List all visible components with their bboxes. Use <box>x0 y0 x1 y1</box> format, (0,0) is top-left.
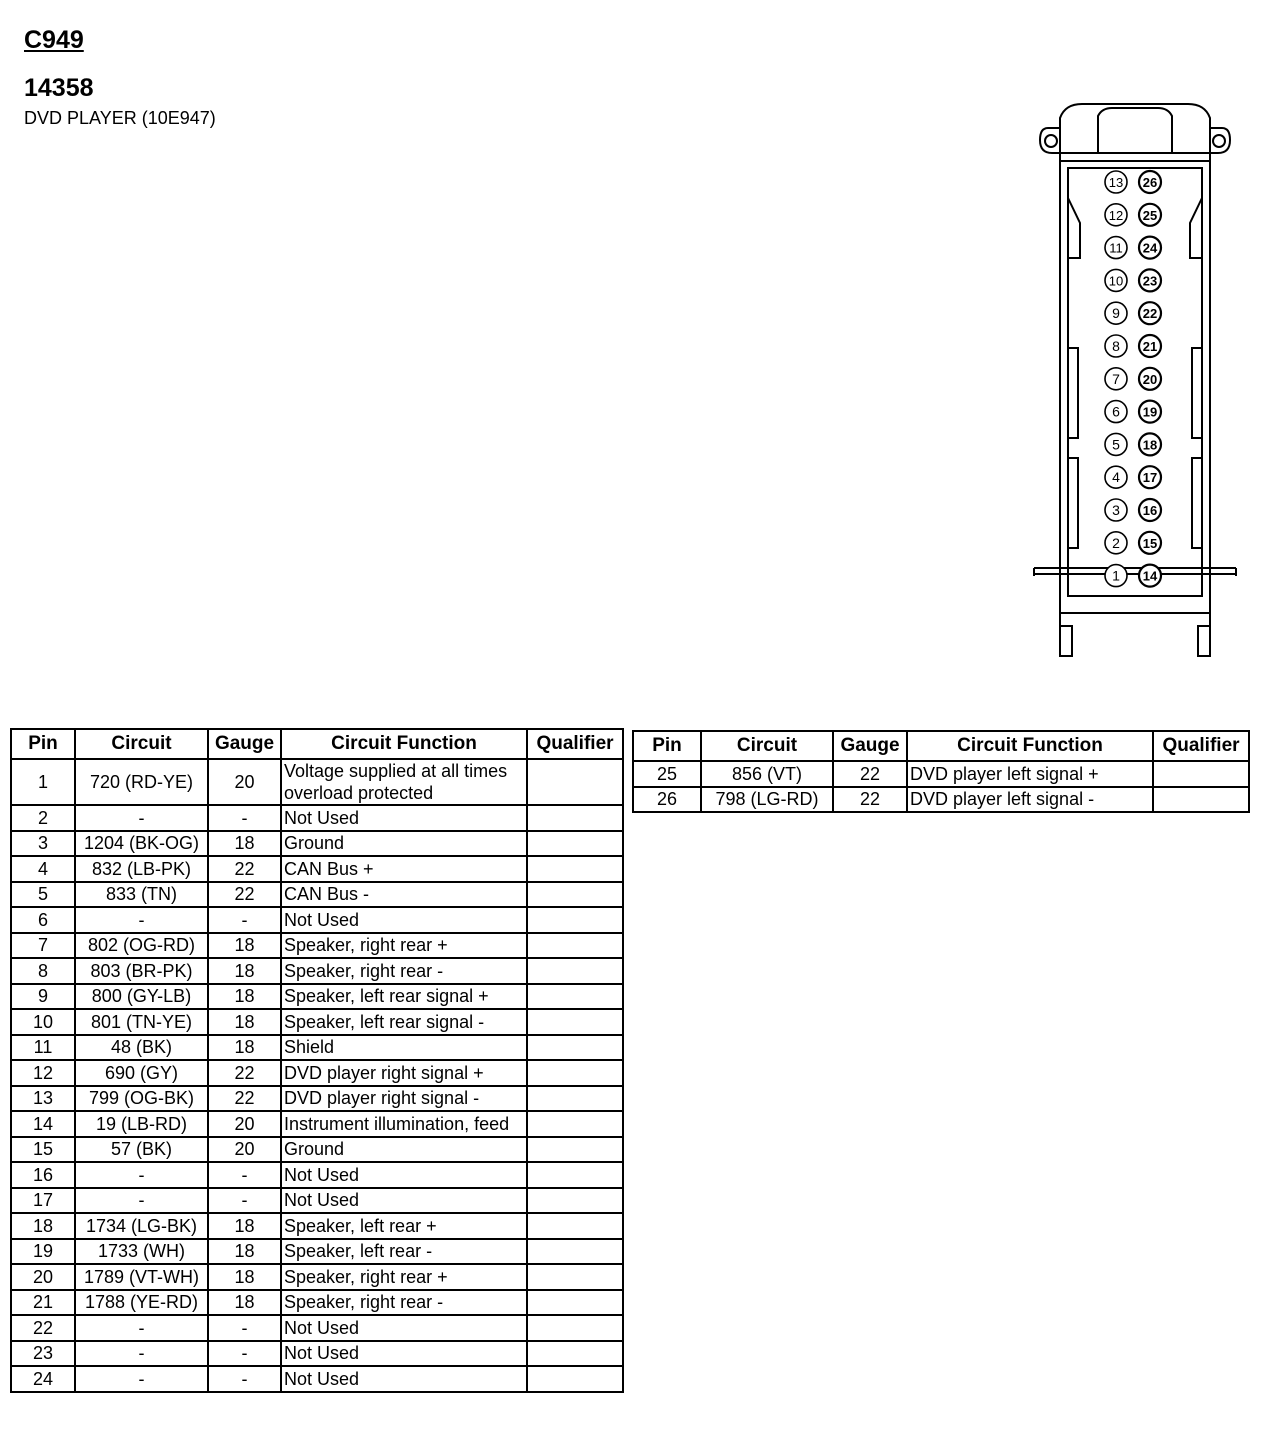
circuit-function-cell: CAN Bus + <box>281 856 527 882</box>
gauge-cell: 18 <box>208 1035 281 1061</box>
pin-number-label: 10 <box>1108 273 1124 289</box>
qualifier-cell <box>527 1315 623 1341</box>
qualifier-cell <box>527 759 623 805</box>
pin-number-label: 13 <box>1108 175 1124 190</box>
pin-cell: 13 <box>11 1086 75 1112</box>
gauge-cell: 22 <box>208 1060 281 1086</box>
qualifier-cell <box>1153 787 1249 813</box>
circuit-cell: 799 (OG-BK) <box>75 1086 208 1112</box>
header-gauge: Gauge <box>833 731 907 761</box>
table-header-row <box>633 731 1249 761</box>
qualifier-cell <box>527 1111 623 1137</box>
table-row <box>11 1213 623 1239</box>
qualifier-cell <box>527 1060 623 1086</box>
pin-cell: 8 <box>11 958 75 984</box>
circuit-cell: 19 (LB-RD) <box>75 1111 208 1137</box>
pin-number-label: 4 <box>1112 469 1120 486</box>
header-circuit-function: Circuit Function <box>907 731 1153 761</box>
header-qualifier: Qualifier <box>527 729 623 759</box>
qualifier-cell <box>527 1290 623 1316</box>
gauge-cell: 18 <box>208 1264 281 1290</box>
circuit-cell: 1204 (BK-OG) <box>75 831 208 857</box>
pin-number-label: 18 <box>1142 437 1158 453</box>
circuit-function-cell: Ground <box>281 1137 527 1163</box>
pin-cell: 17 <box>11 1188 75 1214</box>
pin-cell: 19 <box>11 1239 75 1265</box>
circuit-function-cell: Not Used <box>281 1315 527 1341</box>
gauge-cell: 22 <box>208 882 281 908</box>
circuit-cell: 1733 (WH) <box>75 1239 208 1265</box>
circuit-cell: 801 (TN-YE) <box>75 1009 208 1035</box>
gauge-cell: 22 <box>208 856 281 882</box>
pin-cell: 1 <box>11 759 75 805</box>
pin-cell: 2 <box>11 805 75 831</box>
pin-number-label: 22 <box>1142 306 1158 322</box>
connector-latch-tab <box>1098 108 1172 153</box>
table-row <box>633 787 1249 813</box>
circuit-function-cell: Not Used <box>281 805 527 831</box>
circuit-cell: 1734 (LG-BK) <box>75 1213 208 1239</box>
pin-cell: 20 <box>11 1264 75 1290</box>
circuit-cell: 800 (GY-LB) <box>75 984 208 1010</box>
connector-latch-outline <box>1060 104 1210 153</box>
circuit-function-cell: Ground <box>281 831 527 857</box>
gauge-cell: 20 <box>208 1137 281 1163</box>
circuit-cell: 690 (GY) <box>75 1060 208 1086</box>
circuit-function-cell: Not Used <box>281 907 527 933</box>
mounting-hole-left <box>1045 135 1057 147</box>
table-row <box>11 1162 623 1188</box>
circuit-function-cell: Speaker, left rear + <box>281 1213 527 1239</box>
pin-cell: 16 <box>11 1162 75 1188</box>
table-row <box>11 984 623 1010</box>
gauge-cell: - <box>208 1188 281 1214</box>
circuit-cell: 856 (VT) <box>701 761 833 787</box>
pin-cell: 4 <box>11 856 75 882</box>
gauge-cell: 22 <box>208 1086 281 1112</box>
pin-number-label: 14 <box>1142 568 1158 584</box>
table-row <box>11 1341 623 1367</box>
table-row <box>11 1264 623 1290</box>
circuit-cell: - <box>75 1315 208 1341</box>
pin-number-label: 8 <box>1112 338 1120 354</box>
table-row <box>633 761 1249 787</box>
circuit-function-cell: Not Used <box>281 1188 527 1214</box>
circuit-function-cell: DVD player left signal - <box>907 787 1153 813</box>
table-row <box>11 1315 623 1341</box>
qualifier-cell <box>527 1188 623 1214</box>
pin-number-label: 2 <box>1112 534 1120 551</box>
mounting-hole-right <box>1213 135 1225 147</box>
circuit-function-cell: Shield <box>281 1035 527 1061</box>
gauge-cell: 18 <box>208 958 281 984</box>
circuit-cell: - <box>75 907 208 933</box>
connector-face-diagram <box>1030 98 1240 660</box>
pin-number-label: 19 <box>1142 404 1158 420</box>
header-qualifier: Qualifier <box>1153 731 1249 761</box>
header-circuit: Circuit <box>75 729 208 759</box>
qualifier-cell <box>527 1239 623 1265</box>
table-row <box>11 856 623 882</box>
table-row <box>11 907 623 933</box>
circuit-cell: 57 (BK) <box>75 1137 208 1163</box>
qualifier-cell <box>527 958 623 984</box>
circuit-cell: - <box>75 1188 208 1214</box>
gauge-cell: - <box>208 1366 281 1392</box>
circuit-cell: 798 (LG-RD) <box>701 787 833 813</box>
circuit-cell: 720 (RD-YE) <box>75 759 208 805</box>
pin-number-label: 15 <box>1142 535 1158 551</box>
table-row <box>11 759 623 805</box>
pin-cell: 7 <box>11 933 75 959</box>
gauge-cell: 18 <box>208 1290 281 1316</box>
pin-cell: 21 <box>11 1290 75 1316</box>
pin-cell: 18 <box>11 1213 75 1239</box>
circuit-cell: 1788 (YE-RD) <box>75 1290 208 1316</box>
gauge-cell: 18 <box>208 1009 281 1035</box>
qualifier-cell <box>527 1341 623 1367</box>
table-row <box>11 1137 623 1163</box>
header-circuit: Circuit <box>701 731 833 761</box>
table-header-row <box>11 729 623 759</box>
circuit-cell: 833 (TN) <box>75 882 208 908</box>
circuit-function-cell: DVD player right signal + <box>281 1060 527 1086</box>
connector-id: C949 <box>24 26 84 54</box>
pin-cell: 11 <box>11 1035 75 1061</box>
table-row <box>11 933 623 959</box>
pinout-table-pins-25-26 <box>632 730 1250 813</box>
table-row <box>11 1009 623 1035</box>
table-row <box>11 1035 623 1061</box>
gauge-cell: 22 <box>833 761 907 787</box>
table-row <box>11 1086 623 1112</box>
gauge-cell: 20 <box>208 759 281 805</box>
connector-leg-left <box>1060 626 1072 656</box>
circuit-cell: - <box>75 1341 208 1367</box>
qualifier-cell <box>527 1213 623 1239</box>
table-row <box>11 1111 623 1137</box>
part-description: DVD PLAYER (10E947) <box>24 108 216 128</box>
pin-cell: 5 <box>11 882 75 908</box>
table-row <box>11 805 623 831</box>
gauge-cell: - <box>208 1162 281 1188</box>
gauge-cell: 18 <box>208 1239 281 1265</box>
circuit-cell: 832 (LB-PK) <box>75 856 208 882</box>
pin-number-label: 16 <box>1142 503 1158 518</box>
qualifier-cell <box>527 1264 623 1290</box>
qualifier-cell <box>527 1162 623 1188</box>
header-pin: Pin <box>11 729 75 759</box>
pin-number-label: 12 <box>1108 207 1124 223</box>
connector-body <box>1060 153 1210 613</box>
qualifier-cell <box>527 882 623 908</box>
circuit-function-cell: Speaker, left rear - <box>281 1239 527 1265</box>
gauge-cell: - <box>208 907 281 933</box>
qualifier-cell <box>527 933 623 959</box>
circuit-function-cell: Not Used <box>281 1366 527 1392</box>
pin-cell: 23 <box>11 1341 75 1367</box>
pin-number-label: 5 <box>1112 436 1120 453</box>
table-row <box>11 1239 623 1265</box>
circuit-function-cell: Speaker, right rear - <box>281 958 527 984</box>
pin-number-label: 1 <box>1112 567 1120 584</box>
pin-number-label: 3 <box>1112 502 1120 518</box>
gauge-cell: 18 <box>208 1213 281 1239</box>
circuit-function-cell: Speaker, left rear signal - <box>281 1009 527 1035</box>
pin-cell: 24 <box>11 1366 75 1392</box>
gauge-cell: - <box>208 805 281 831</box>
gauge-cell: 18 <box>208 984 281 1010</box>
table-row <box>11 1060 623 1086</box>
table-row <box>11 958 623 984</box>
gauge-cell: 20 <box>208 1111 281 1137</box>
pin-number-label: 23 <box>1142 273 1158 289</box>
qualifier-cell <box>527 984 623 1010</box>
circuit-cell: - <box>75 1366 208 1392</box>
pin-cell: 9 <box>11 984 75 1010</box>
circuit-function-cell: Not Used <box>281 1341 527 1367</box>
circuit-cell: 802 (OG-RD) <box>75 933 208 959</box>
pin-cell: 22 <box>11 1315 75 1341</box>
table-row <box>11 831 623 857</box>
pin-number-label: 11 <box>1109 240 1123 256</box>
pin-cell: 6 <box>11 907 75 933</box>
gauge-cell: - <box>208 1341 281 1367</box>
circuit-function-cell: DVD player left signal + <box>907 761 1153 787</box>
circuit-cell: 48 (BK) <box>75 1035 208 1061</box>
qualifier-cell <box>527 907 623 933</box>
pin-cell: 26 <box>633 787 701 813</box>
table-row <box>11 882 623 908</box>
gauge-cell: 18 <box>208 831 281 857</box>
pin-number-label: 21 <box>1142 339 1158 354</box>
circuit-function-cell: Instrument illumination, feed <box>281 1111 527 1137</box>
pin-cell: 15 <box>11 1137 75 1163</box>
pin-number-label: 17 <box>1142 470 1158 486</box>
qualifier-cell <box>1153 761 1249 787</box>
header-gauge: Gauge <box>208 729 281 759</box>
pin-number-label: 9 <box>1112 305 1120 322</box>
pin-number-label: 20 <box>1142 371 1158 387</box>
qualifier-cell <box>527 1035 623 1061</box>
pin-number-label: 7 <box>1112 370 1120 387</box>
qualifier-cell <box>527 831 623 857</box>
pin-number-label: 6 <box>1112 403 1120 420</box>
qualifier-cell <box>527 856 623 882</box>
table-row <box>11 1188 623 1214</box>
circuit-function-cell: DVD player right signal - <box>281 1086 527 1112</box>
qualifier-cell <box>527 1366 623 1392</box>
connector-cavity-area <box>1068 168 1202 596</box>
circuit-cell: 1789 (VT-WH) <box>75 1264 208 1290</box>
pin-cell: 10 <box>11 1009 75 1035</box>
table-row <box>11 1366 623 1392</box>
circuit-function-cell: Voltage supplied at all times overload protected <box>281 759 527 805</box>
pin-cell: 14 <box>11 1111 75 1137</box>
circuit-function-cell: CAN Bus - <box>281 882 527 908</box>
gauge-cell: 22 <box>833 787 907 813</box>
header-circuit-function: Circuit Function <box>281 729 527 759</box>
circuit-cell: - <box>75 805 208 831</box>
pin-cell: 25 <box>633 761 701 787</box>
pinout-table-pins-1-24 <box>10 728 624 1393</box>
part-number: 14358 <box>24 74 94 102</box>
table-row <box>11 1290 623 1316</box>
connector-leg-right <box>1198 626 1210 656</box>
pin-cell: 3 <box>11 831 75 857</box>
header-pin: Pin <box>633 731 701 761</box>
qualifier-cell <box>527 1086 623 1112</box>
pin-cell: 12 <box>11 1060 75 1086</box>
circuit-function-cell: Speaker, right rear + <box>281 933 527 959</box>
circuit-function-cell: Speaker, right rear - <box>281 1290 527 1316</box>
pin-number-label: 24 <box>1142 240 1158 256</box>
pin-number-label: 26 <box>1142 175 1158 190</box>
qualifier-cell <box>527 1009 623 1035</box>
circuit-cell: - <box>75 1162 208 1188</box>
gauge-cell: 18 <box>208 933 281 959</box>
gauge-cell: - <box>208 1315 281 1341</box>
qualifier-cell <box>527 1137 623 1163</box>
circuit-cell: 803 (BR-PK) <box>75 958 208 984</box>
circuit-function-cell: Speaker, right rear + <box>281 1264 527 1290</box>
circuit-function-cell: Not Used <box>281 1162 527 1188</box>
circuit-function-cell: Speaker, left rear signal + <box>281 984 527 1010</box>
qualifier-cell <box>527 805 623 831</box>
pin-number-label: 25 <box>1142 207 1158 223</box>
